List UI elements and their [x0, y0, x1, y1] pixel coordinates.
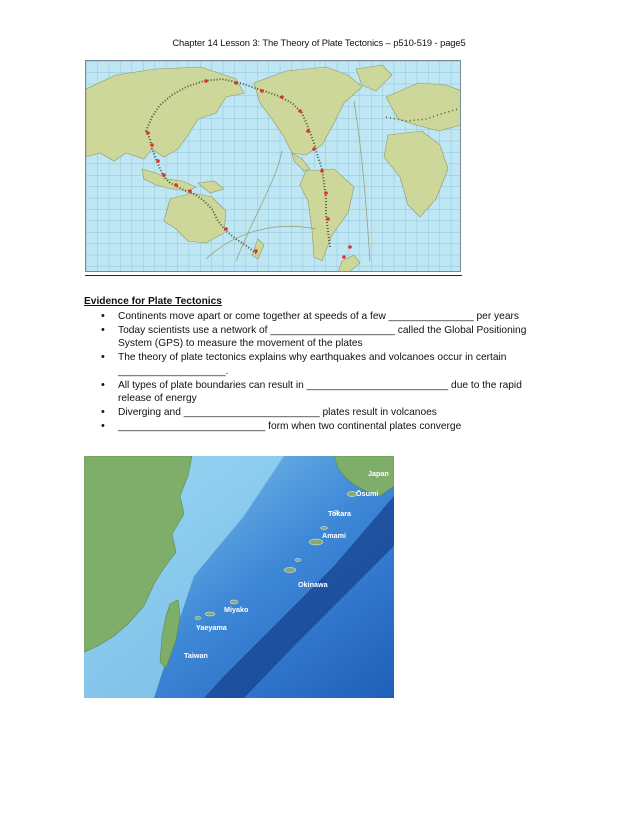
bullet-item: • All types of plate boundaries can result in _________________________ due to the rapid release of energy — [84, 379, 554, 406]
bullet-item: • Continents move apart or come together at speeds of a few _______________ per years — [84, 310, 554, 324]
ryukyu-map-graphic — [84, 456, 394, 698]
bullet-item: • The theory of plate tectonics explains why earthquakes and volcanoes occur in certain ___________________. — [84, 351, 554, 378]
evidence-bullet-list — [84, 310, 554, 433]
label-amami: Amami — [322, 531, 346, 540]
label-osumi: Ōsumi — [356, 489, 379, 498]
bullet-item: • Diverging and ________________________ plates result in volcanoes — [84, 406, 554, 420]
bullet-item: • __________________________ form when two continental plates converge — [84, 420, 554, 434]
page-header: Chapter 14 Lesson 3: The Theory of Plate Tectonics – p510-519 - page5 — [172, 37, 466, 48]
label-tokara: Tokara — [328, 509, 352, 518]
section-heading: Evidence for Plate Tectonics — [84, 296, 222, 307]
map-divider-line — [85, 275, 462, 276]
label-miyako: Miyako — [224, 605, 249, 614]
world-earthquake-volcano-map — [85, 60, 461, 272]
label-japan: Japan — [368, 469, 389, 478]
bullet-item: • Today scientists use a network of ______________________ called the Global Positioning System (GPS) to measure the movement of the plates — [84, 324, 554, 351]
ryukyu-islands-map — [84, 456, 394, 698]
world-map-graphic — [86, 61, 461, 272]
label-yaeyama: Yaeyama — [196, 623, 227, 632]
label-taiwan: Taiwan — [184, 651, 208, 660]
label-okinawa: Okinawa — [298, 580, 328, 589]
